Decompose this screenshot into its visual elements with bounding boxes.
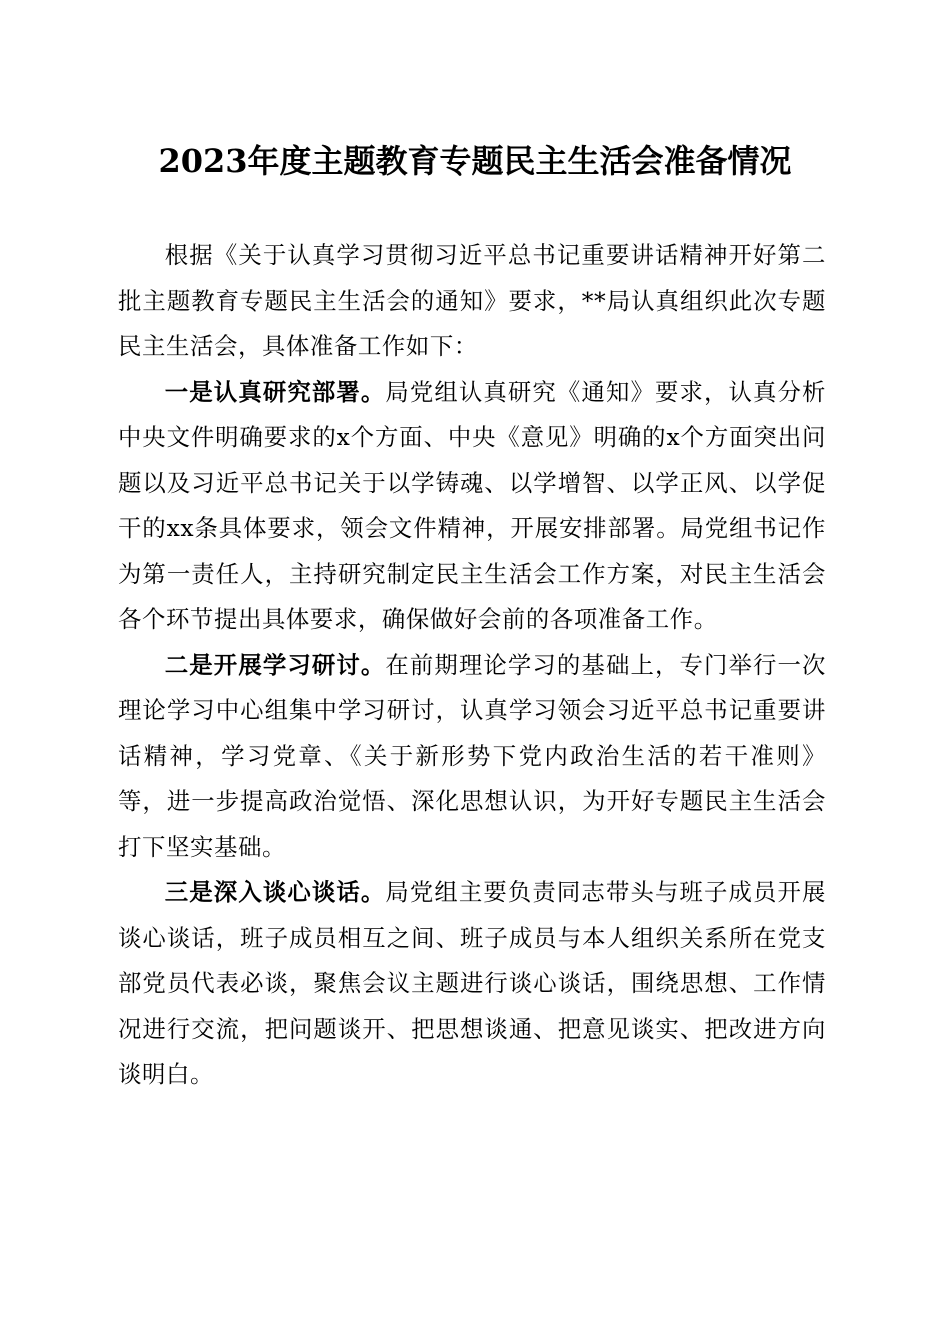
paragraph-study-discussion [118,643,826,871]
paragraph-lead: 一是认真研究部署。 [164,377,386,406]
document-body [118,233,826,1098]
document-title: 2023年度主题教育专题民主生活会准备情况 [158,142,792,180]
paragraph-text: 局党组认真研究《通知》要求，认真分析中央文件明确要求的x个方面、中央《意见》明确的x个方面突出问题以及习近平总书记关于以学铸魂、以学增智、以学正风、以学促干的xx条具体要求，领会文件精神，开展安排部署。局党组书记作为第一责任人，主持研究制定民主生活会工作方案，对民主生活会各个环节提出具体要求，确保做好会前的各项准备工作。 [118,377,826,633]
paragraph-lead: 三是深入谈心谈话。 [164,878,386,906]
paragraph-intro [118,233,826,370]
paragraph-text: 局党组主要负责同志带头与班子成员开展谈心谈话，班子成员相互之间、班子成员与本人组织关系所在党支部党员代表必谈，聚焦会议主题进行谈心谈话，围绕思想、工作情况进行交流，把问题谈开、把思想谈通、把意见谈实、把改进方向谈明白。 [118,878,826,1088]
paragraph-lead: 二是开展学习研讨。 [164,650,386,679]
paragraph-research-deployment [118,370,826,643]
paragraph-text: 根据《关于认真学习贯彻习近平总书记重要讲话精神开好第二批主题教育专题民主生活会的通知》要求，**局认真组织此次专题民主生活会，具体准备工作如下： [118,241,826,360]
paragraph-heart-to-heart-talks [118,870,826,1098]
paragraph-text: 在前期理论学习的基础上，专门举行一次理论学习中心组集中学习研讨，认真学习领会习近平总书记重要讲话精神，学习党章、《关于新形势下党内政治生活的若干准则》等，进一步提高政治觉悟、深化思想认识，为开好专题民主生活会打下坚实基础。 [118,650,826,861]
